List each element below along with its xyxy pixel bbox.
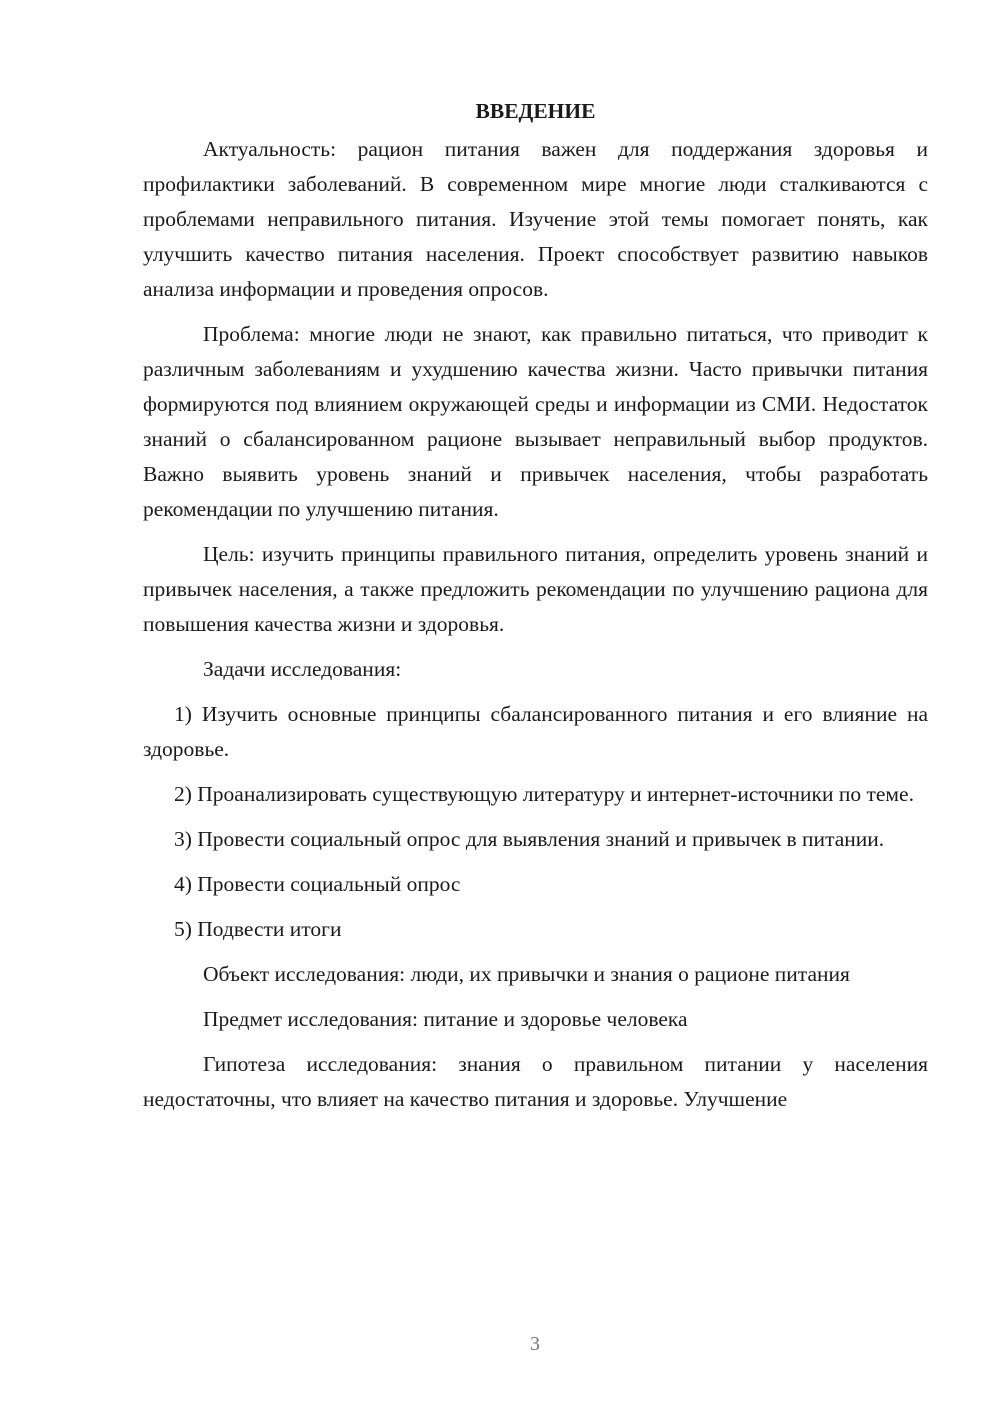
task-item-2: 2) Проанализировать существующую литературу и интернет-источники по теме. — [174, 782, 914, 806]
paragraph-subject: Предмет исследования: питание и здоровье человека — [203, 1007, 688, 1031]
task-item-1: 1) Изучить основные принципы сбалансированного питания и его влияние на здоровье. — [143, 702, 928, 761]
tasks-heading: Задачи исследования: — [203, 657, 402, 681]
page-title: ВВЕДЕНИЕ — [475, 99, 596, 123]
paragraph-goal: Цель: изучить принципы правильного питания, определить уровень знаний и привычек населения, а также предложить рекомендации по улучшению рациона для повышения качества жизни и здоровья. — [143, 542, 928, 636]
page-content — [143, 92, 928, 1127]
paragraph-relevance: Актуальность: рацион питания важен для поддержания здоровья и профилактики заболеваний. В современном мире многие люди сталкиваются с проблемами неправильного питания. Изучение этой темы помогает понять, как улучшить качество питания населения. Проект способствует развитию навыков анализа информации и проведения опросов. — [143, 137, 928, 301]
page-number: 3 — [530, 1333, 540, 1355]
task-item-3: 3) Провести социальный опрос для выявления знаний и привычек в питании. — [174, 827, 885, 851]
task-item-5: 5) Подвести итоги — [174, 917, 342, 941]
paragraph-hypothesis: Гипотеза исследования: знания о правильном питании у населения недостаточны, что влияет на качество питания и здоровье. Улучшение — [143, 1052, 928, 1111]
paragraph-problem: Проблема: многие люди не знают, как правильно питаться, что приводит к различным заболеваниям и ухудшению качества жизни. Часто привычки питания формируются под влиянием окружающей среды и информации из СМИ. Недостаток знаний о сбалансированном рационе вызывает неправильный выбор продуктов. Важно выявить уровень знаний и привычек населения, чтобы разработать рекомендации по улучшению питания. — [143, 322, 928, 521]
paragraph-object: Объект исследования: люди, их привычки и знания о рационе питания — [203, 962, 850, 986]
task-item-4: 4) Провести социальный опрос — [174, 872, 461, 896]
